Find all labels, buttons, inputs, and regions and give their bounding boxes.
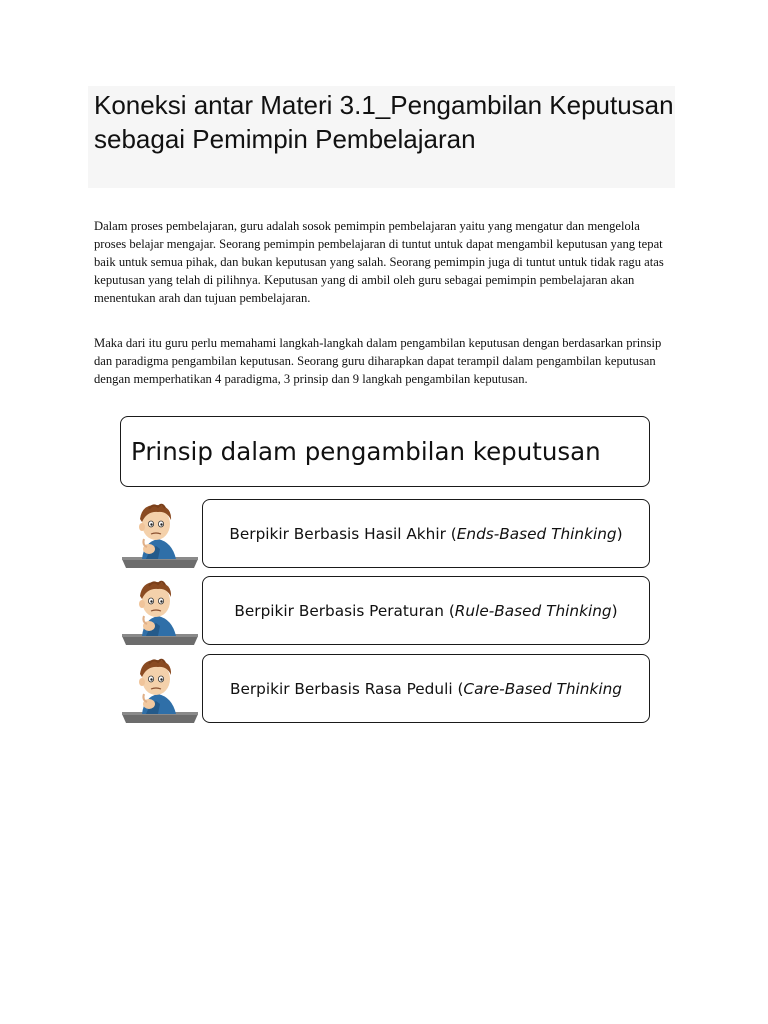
page-title: Koneksi antar Materi 3.1_Pengambilan Keputusan sebagai Pemimpin Pembelajaran <box>94 90 674 154</box>
principles-heading-box <box>120 416 650 487</box>
principle-label: Berpikir Berbasis Hasil Akhir (Ends-Based Thinking) <box>229 524 623 543</box>
second-paragraph: Maka dari itu guru perlu memahami langkah-langkah dalam pengambilan keputusan dengan berdasarkan prinsip dan paradigma pengambilan keputusan. Seorang guru diharapkan dapat terampil dalam pengambilan keputusan dengan memperhatikan 4 paradigma, 3 prinsip dan 9 langkah pengambilan keputusan. <box>94 336 662 386</box>
thinking-boy-icon <box>120 499 200 569</box>
principle-item-rule-based <box>202 576 650 645</box>
principles-heading: Prinsip dalam pengambilan keputusan <box>131 437 601 466</box>
intro-paragraph: Dalam proses pembelajaran, guru adalah sosok pemimpin pembelajaran yaitu yang mengatur dan mengelola proses belajar mengajar. Seorang pemimpin pembelajaran di tuntut untuk dapat mengambil keputusan yang tepat baik untuk semua pihak, dan bukan keputusan yang salah. Seorang pemimpin juga di tuntut untuk tidak ragu atas keputusan yang telah di pilihnya. Keputusan yang di ambil oleh guru sebagai pemimpin pembelajaran akan menentukan arah dan tujuan pembelajaran. <box>94 219 664 305</box>
principle-item-care-based <box>202 654 650 723</box>
principle-item-ends-based <box>202 499 650 568</box>
thinking-boy-icon <box>120 576 200 646</box>
thinking-boy-icon <box>120 654 200 724</box>
principle-label: Berpikir Berbasis Rasa Peduli (Care-Based Thinking <box>229 679 623 698</box>
principle-label: Berpikir Berbasis Peraturan (Rule-Based Thinking) <box>234 601 618 620</box>
